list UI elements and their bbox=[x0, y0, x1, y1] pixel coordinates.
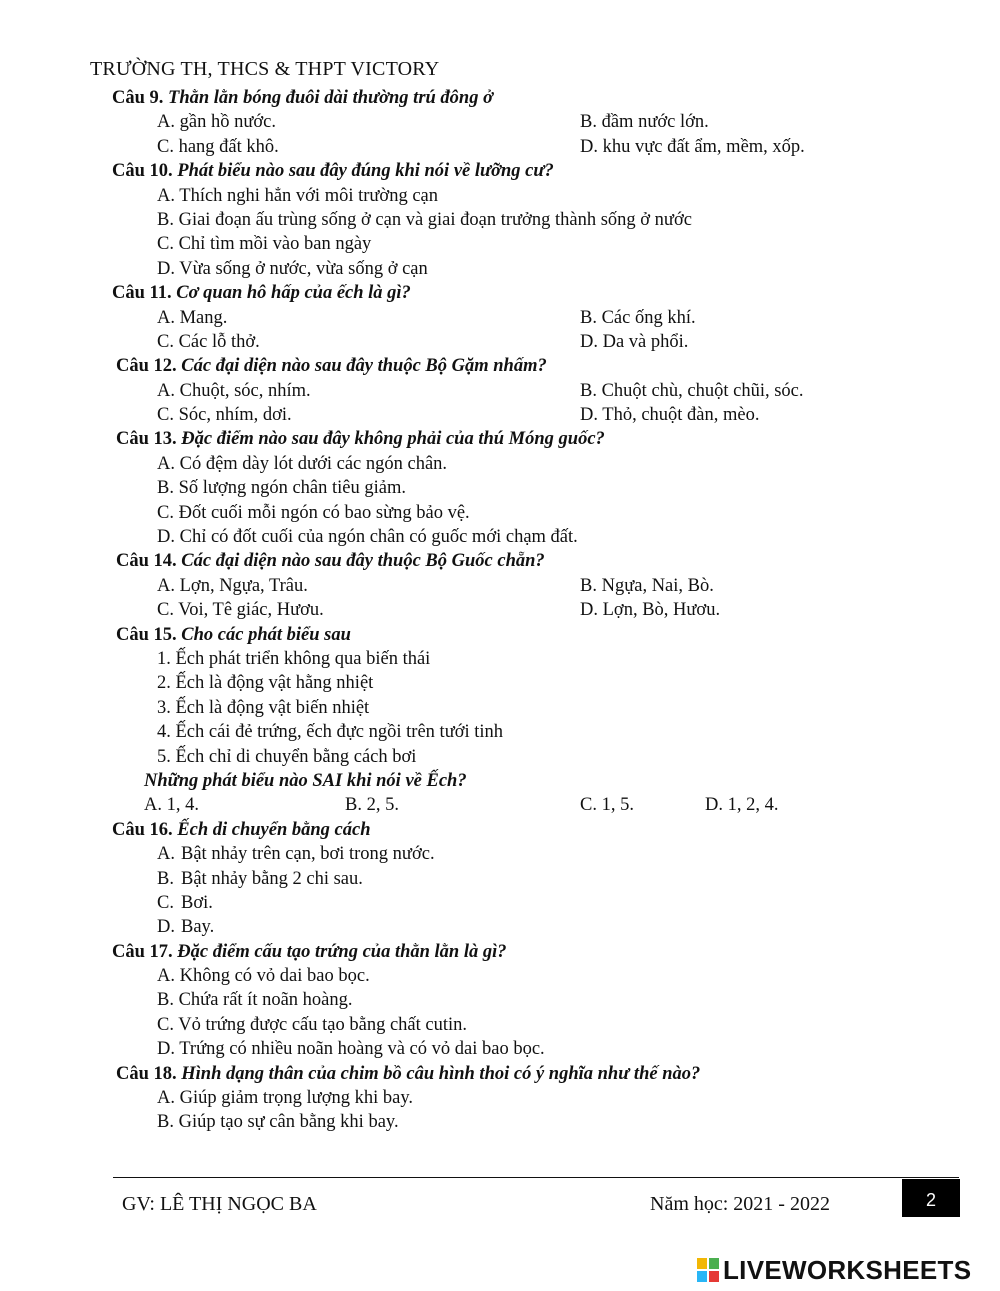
option-c: C. Vỏ trứng được cấu tạo bằng chất cutin. bbox=[157, 1014, 468, 1035]
option-c: C. hang đất khô. bbox=[157, 136, 279, 157]
option-b: B. 2, 5. bbox=[345, 795, 399, 816]
option-b: B. đầm nước lớn. bbox=[580, 112, 709, 133]
option-a: A. Chuột, sóc, nhím. bbox=[157, 380, 311, 401]
question-9-options-ab bbox=[0, 110, 1000, 134]
school-year: Năm học: 2021 - 2022 bbox=[650, 1193, 830, 1215]
option-b: B. Chuột chù, chuột chũi, sóc. bbox=[580, 380, 804, 401]
liveworksheets-wordmark: LIVEWORKSHEETS bbox=[723, 1254, 972, 1285]
option-b: B. Giúp tạo sự cân bằng khi bay. bbox=[157, 1112, 399, 1133]
footer-divider bbox=[113, 1177, 959, 1178]
option-a: A. Thích nghi hẳn với môi trường cạn bbox=[157, 185, 439, 206]
option-b: B. Số lượng ngón chân tiêu giảm. bbox=[157, 478, 406, 499]
question-17: Câu 17. Đặc điểm cấu tạo trứng của thằn lằn là gì? bbox=[112, 941, 507, 962]
statement-5: 5. Ếch chỉ di chuyển bằng cách bơi bbox=[157, 746, 417, 767]
question-11: Câu 11. Cơ quan hô hấp của ếch là gì? bbox=[112, 283, 411, 304]
option-c: C. Bơi. bbox=[157, 892, 213, 913]
option-d: D. Lợn, Bò, Hươu. bbox=[580, 600, 721, 621]
option-d: D. 1, 2, 4. bbox=[705, 795, 779, 816]
option-a: A. Không có vỏ dai bao bọc. bbox=[157, 966, 370, 987]
option-d: D. Da và phổi. bbox=[580, 331, 689, 352]
option-b: B. Ngựa, Nai, Bò. bbox=[580, 575, 714, 596]
statement-4: 4. Ếch cái đẻ trứng, ếch đực ngồi trên tưới tinh bbox=[157, 722, 504, 743]
option-b: B. Giai đoạn ấu trùng sống ở cạn và giai đoạn trưởng thành sống ở nước bbox=[157, 209, 692, 230]
option-c: C. Đốt cuối mỗi ngón có bao sừng bảo vệ. bbox=[157, 502, 470, 523]
question-list bbox=[0, 86, 1000, 1135]
option-d: D. khu vực đất ẩm, mềm, xốp. bbox=[580, 136, 805, 157]
option-c: C. Voi, Tê giác, Hươu. bbox=[157, 600, 324, 621]
option-b: B. Các ống khí. bbox=[580, 307, 696, 328]
question-15-summary: Những phát biểu nào SAI khi nói về Ếch? bbox=[144, 770, 467, 791]
page-number: 2 bbox=[902, 1179, 960, 1217]
option-d: D. Bay. bbox=[157, 917, 215, 938]
question-9: Câu 9. Thằn lằn bóng đuôi dài thường trú đông ở bbox=[112, 88, 494, 108]
school-name: TRƯỜNG TH, THCS & THPT VICTORY bbox=[90, 58, 440, 80]
question-14: Câu 14. Các đại diện nào sau đây thuộc Bộ Guốc chẵn? bbox=[116, 551, 545, 572]
question-16: Câu 16. Ếch di chuyển bằng cách bbox=[112, 819, 371, 840]
liveworksheets-icon bbox=[697, 1258, 719, 1282]
question-18: Câu 18. Hình dạng thân của chim bồ câu hình thoi có ý nghĩa như thế nào? bbox=[116, 1063, 701, 1084]
question-15-options bbox=[0, 793, 1000, 817]
option-c: C. Chỉ tìm mồi vào ban ngày bbox=[157, 234, 372, 255]
option-d: D. Thỏ, chuột đàn, mèo. bbox=[580, 405, 760, 426]
question-10: Câu 10. Phát biểu nào sau đây đúng khi nói về lưỡng cư? bbox=[112, 161, 554, 182]
option-d: D. Trứng có nhiều noãn hoàng và có vỏ dai bao bọc. bbox=[157, 1039, 545, 1060]
teacher-name: GV: LÊ THỊ NGỌC BA bbox=[122, 1193, 317, 1215]
question-15: Câu 15. Cho các phát biểu sau bbox=[116, 624, 351, 645]
liveworksheets-logo bbox=[697, 1256, 971, 1284]
question-13: Câu 13. Đặc điểm nào sau đây không phải của thú Móng guốc? bbox=[116, 429, 605, 450]
option-c: C. 1, 5. bbox=[580, 795, 634, 816]
statement-2: 2. Ếch là động vật hằng nhiệt bbox=[157, 673, 374, 694]
option-a: A. Lợn, Ngựa, Trâu. bbox=[157, 575, 308, 596]
option-d: D. Vừa sống ở nước, vừa sống ở cạn bbox=[157, 258, 428, 279]
option-c: C. Các lỗ thở. bbox=[157, 331, 260, 352]
option-a: A. Có đệm dày lót dưới các ngón chân. bbox=[157, 453, 448, 474]
question-9-options-cd bbox=[0, 135, 1000, 159]
option-a: A. Mang. bbox=[157, 307, 228, 328]
option-d: D. Chỉ có đốt cuối của ngón chân có guốc mới chạm đất. bbox=[157, 527, 578, 548]
option-b: B. Chứa rất ít noãn hoàng. bbox=[157, 990, 353, 1011]
statement-1: 1. Ếch phát triển không qua biến thái bbox=[157, 648, 431, 669]
option-a: A. Giúp giảm trọng lượng khi bay. bbox=[157, 1088, 414, 1109]
option-a: A. 1, 4. bbox=[144, 795, 199, 816]
question-12: Câu 12. Các đại diện nào sau đây thuộc Bộ Gặm nhấm? bbox=[116, 356, 547, 377]
option-b: B. Bật nhảy bằng 2 chi sau. bbox=[157, 868, 363, 889]
option-a: A. Bật nhảy trên cạn, bơi trong nước. bbox=[157, 844, 435, 865]
option-c: C. Sóc, nhím, dơi. bbox=[157, 405, 292, 426]
option-a: A. gần hồ nước. bbox=[157, 112, 276, 133]
statement-3: 3. Ếch là động vật biến nhiệt bbox=[157, 697, 370, 718]
